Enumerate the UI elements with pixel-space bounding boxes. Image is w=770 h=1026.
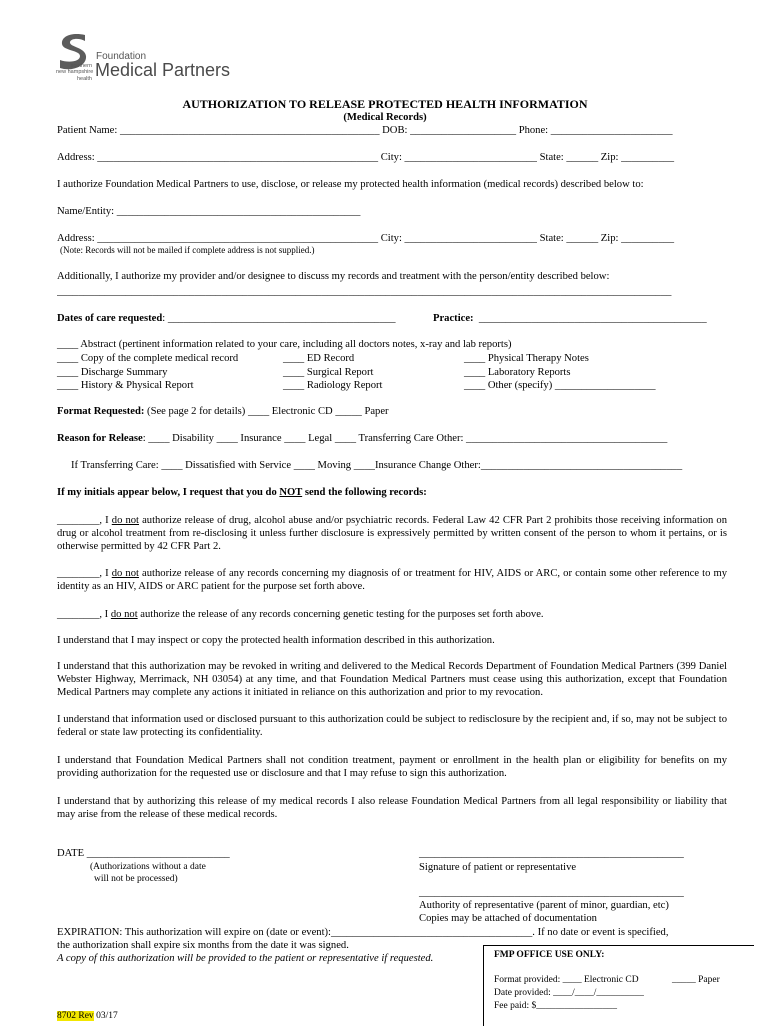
initials-heading xyxy=(57,487,427,498)
record-option[interactable]: ____ Surgical Report xyxy=(283,366,374,378)
reason-label: Reason for Release xyxy=(57,433,143,444)
dates-of-care-line[interactable]: : ___________________________________________ xyxy=(162,313,396,324)
initials-heading-text: If my initials appear below, I request that you do xyxy=(57,487,280,498)
authority-line[interactable]: __________________________________________________ xyxy=(419,887,684,898)
understand-paragraph: I understand that information used or disclosed pursuant to this authorization could be subject to redisclosure by the recipient and, if so, may not be subject to federal or state law protecting its confidentiality. xyxy=(57,714,727,739)
record-option-abstract[interactable]: ____ Abstract (pertinent information related to your care, including all doctors notes, x-ray and lab reports) xyxy=(57,339,512,350)
do-not-text: do not xyxy=(110,609,138,620)
recipient-address-field[interactable]: Address: _____________________________________________________ City: _________________________ State: ______ Zip: __________ xyxy=(57,233,675,244)
understand-paragraph: I understand that Foundation Medical Partners shall not condition treatment, payment or enrollment in the health plan or eligibility for benefits on my providing authorization for the requested use or disclosure and that I may refuse to sign this authorization. xyxy=(57,755,727,780)
office-format-paper[interactable]: _____ Paper xyxy=(672,975,720,985)
page-title: AUTHORIZATION TO RELEASE PROTECTED HEALTH INFORMATION xyxy=(182,97,588,111)
initials-drug-alcohol[interactable] xyxy=(57,514,727,554)
understand-paragraph: I understand that I may inspect or copy the protected health information described in this authorization. xyxy=(57,635,495,646)
date-field[interactable]: DATE ___________________________ xyxy=(57,848,230,859)
additionally-line[interactable]: ____________________________________________________________________________________________________________________ xyxy=(57,286,672,297)
page-subtitle: (Medical Records) xyxy=(343,112,427,123)
logo-side-line: new hampshire xyxy=(56,69,94,76)
logo-org-main: Medical Partners xyxy=(95,60,231,80)
initials-blank[interactable]: ________, I xyxy=(57,515,112,526)
signature-label: Signature of patient or representative xyxy=(419,862,577,873)
records-col-3 xyxy=(464,352,656,393)
initials-text: authorize the release of any records concerning genetic testing for the purposes set forth above. xyxy=(137,609,544,620)
dates-of-care-label: Dates of care requested xyxy=(57,313,163,324)
office-date-provided[interactable]: Date provided: ____/____/__________ xyxy=(494,988,644,998)
record-option[interactable]: ____ ED Record xyxy=(283,353,355,364)
initials-heading-text: send the following records: xyxy=(302,487,427,498)
transferring-care-row[interactable]: If Transferring Care: ____ Dissatisfied with Service ____ Moving ____Insurance Change Other:______________________________________ xyxy=(71,460,683,471)
office-use-title: FMP OFFICE USE ONLY: xyxy=(494,950,605,960)
understand-paragraph: I understand that this authorization may be revoked in writing and delivered to the Medical Records Department of Foundation Medical Partners (399 Daniel Webster Highway, Merrimack, NH 03054) at any time, and that Foundation Medical Partners must cease using this authorization, except that Foundation Medical Partners may complete any actions it initiated in reliance on this authorization and prior to my revocation. xyxy=(57,661,727,699)
records-col-2 xyxy=(283,352,382,393)
form-code xyxy=(57,1011,118,1021)
office-fee-paid[interactable]: Fee paid: $_________________ xyxy=(494,1001,617,1011)
reason-for-release-row[interactable] xyxy=(57,433,667,444)
signature-line[interactable]: __________________________________________________ xyxy=(419,848,684,859)
expiration-field[interactable]: EXPIRATION: This authorization will expire on (date or event):______________________________________. If no date or event is specified, xyxy=(57,927,669,938)
record-option[interactable]: ____ Physical Therapy Notes xyxy=(464,353,589,364)
format-label: Format Requested: xyxy=(57,406,145,417)
logo-side-text xyxy=(56,63,92,82)
dates-of-care-row[interactable] xyxy=(57,313,396,324)
do-not-text: do not xyxy=(111,568,139,579)
date-note: will not be processed) xyxy=(94,874,178,884)
record-option[interactable]: ____ Other (specify) ___________________ xyxy=(464,380,656,391)
initials-blank[interactable]: ________, I xyxy=(57,609,111,620)
initials-text: authorize release of drug, alcohol abuse and/or psychiatric records. Federal Law 42 CFR Part 2 prohibits those receiving information on drug or alcohol treatment from re-disclosing it unless further disclosure is expressively permitted by written consent of the person to whom it pertains, or is otherwise permitted by 42 CFR Part 2. xyxy=(57,515,727,553)
practice-line[interactable]: ___________________________________________ xyxy=(478,313,707,324)
record-option[interactable]: ____ Radiology Report xyxy=(283,380,383,391)
logo-org-top: Foundation xyxy=(96,51,147,62)
records-col-1 xyxy=(57,352,238,393)
do-not-text: do not xyxy=(111,515,139,526)
initials-genetic[interactable] xyxy=(57,608,727,621)
initials-text: authorize release of any records concerning my diagnosis of or treatment for HIV, AIDS or ARC, or contain some other reference to my identity as an HIV, AIDS or ARC patient for the purpose set forth above. xyxy=(57,568,727,593)
recipient-address-note: (Note: Records will not be mailed if complete address is not supplied.) xyxy=(60,245,315,255)
copies-note: Copies may be attached of documentation xyxy=(419,913,597,924)
form-code-highlighted: 8702 Rev xyxy=(57,1011,94,1021)
copy-provided-note: A copy of this authorization will be provided to the patient or representative if requested. xyxy=(57,953,434,964)
record-option[interactable]: ____ Laboratory Reports xyxy=(464,366,571,378)
office-format-provided[interactable]: Format provided: ____ Electronic CD xyxy=(494,975,639,985)
initials-blank[interactable]: ________, I xyxy=(57,568,112,579)
practice-label: Practice: xyxy=(433,313,474,324)
record-option[interactable]: ____ History & Physical Report xyxy=(57,380,194,391)
record-option[interactable]: ____ Discharge Summary xyxy=(57,366,168,378)
patient-row-name-dob-phone[interactable]: Patient Name: _________________________________________________ DOB: ____________________ Phone: _______________________ xyxy=(57,125,673,136)
date-note: (Authorizations without a date xyxy=(90,862,206,872)
logo-side-line: southern xyxy=(70,63,92,69)
format-options[interactable]: (See page 2 for details) ____ Electronic CD _____ Paper xyxy=(147,406,389,417)
reason-options[interactable]: : ____ Disability ____ Insurance ____ Legal ____ Transferring Care Other: ______________________________________ xyxy=(142,433,668,444)
understand-paragraph: I understand that by authorizing this release of my medical records I also release Foundation Medical Partners from all legal responsibility or liability that may arise from the release of these medical records. xyxy=(57,796,727,821)
authorize-statement: I authorize Foundation Medical Partners to use, disclose, or release my protected health information (medical records) described below to: xyxy=(57,179,644,190)
form-revision-date: 03/17 xyxy=(93,1011,118,1021)
practice-row[interactable] xyxy=(433,313,707,324)
recipient-name-field[interactable]: Name/Entity: ______________________________________________ xyxy=(57,206,361,217)
logo-side-line: health xyxy=(77,75,92,82)
initials-heading-not: NOT xyxy=(279,487,303,498)
record-option[interactable]: ____ Copy of the complete medical record xyxy=(57,353,239,364)
authority-label: Authority of representative (parent of minor, guardian, etc) xyxy=(419,900,669,911)
format-requested-row[interactable] xyxy=(57,406,389,417)
patient-row-address[interactable]: Address: _____________________________________________________ City: _________________________ State: ______ Zip: __________ xyxy=(57,152,675,163)
initials-hiv[interactable] xyxy=(57,567,727,593)
expiration-default: the authorization shall expire six months from the date it was signed. xyxy=(57,940,349,951)
additionally-statement: Additionally, I authorize my provider and/or designee to discuss my records and treatment with the person/entity described below: xyxy=(57,271,610,282)
